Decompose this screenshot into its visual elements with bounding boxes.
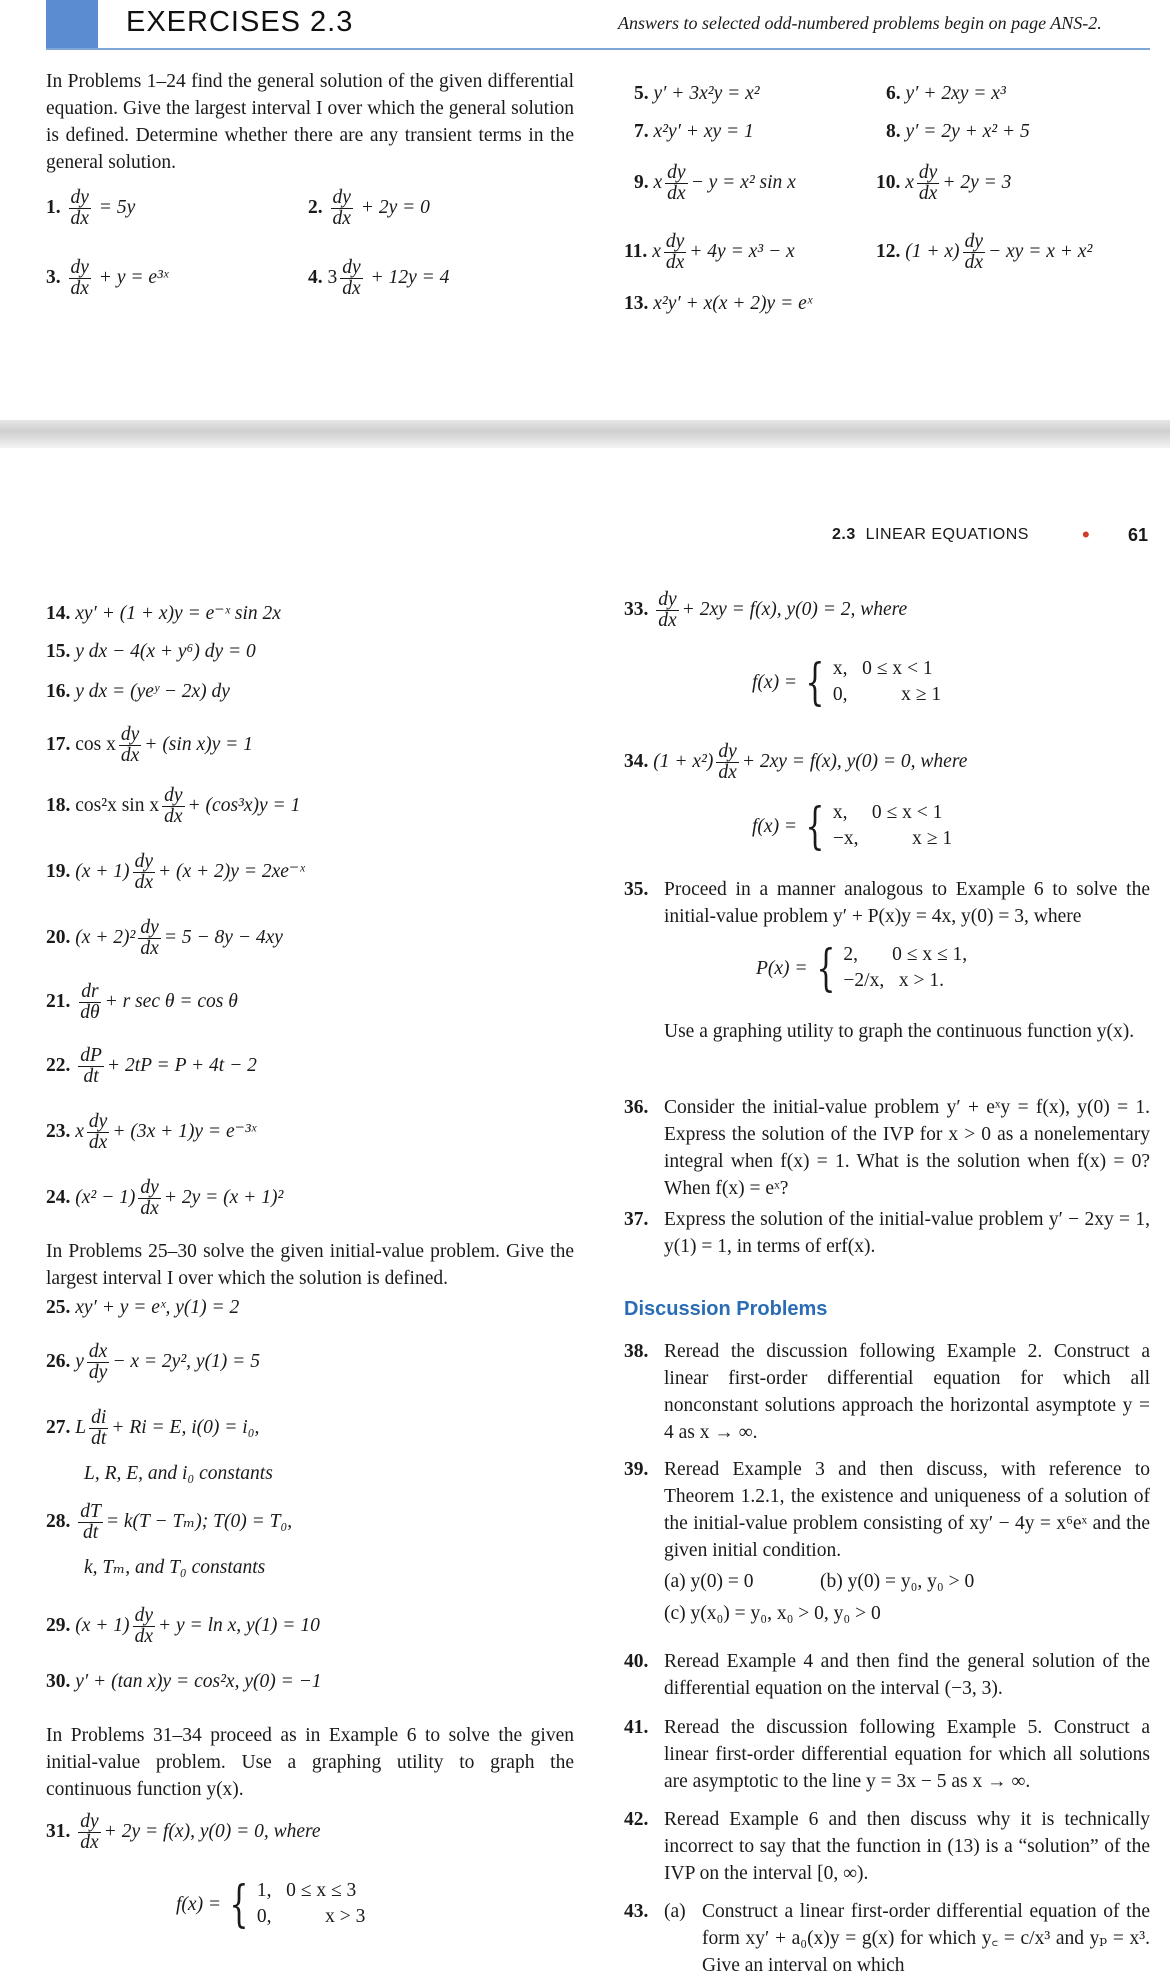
problem-31: 31. $\frac{dy}{dx}$ + 2y = f(x), y(0) = 0, where: [46, 1811, 321, 1853]
problem-7: 7. x²y′ + xy = 1: [634, 121, 754, 142]
problem-31-piecewise: f(x) = { 1, 0 ≤ x ≤ 3 0, x > 3: [176, 1875, 366, 1933]
problem-2: 2. $\frac{dy}{dx}$ + 2y = 0: [308, 187, 430, 229]
fraction: $\frac{dx}{dy}$: [88, 1341, 108, 1383]
problem-40-number: 40.: [624, 1651, 649, 1672]
problem-40-text: Reread Example 4 and then find the general solution of the differential equation on the interval (−3, 3).: [664, 1651, 1150, 1699]
intro-problems-25-30: In Problems 25–30 solve the given initial-value problem. Give the largest interval I over which the solution is defined.: [46, 1241, 574, 1289]
problem-13: 13. x²y′ + x(x + 2)y = eˣ: [624, 293, 813, 314]
problem-43-part-a: (a): [664, 1901, 686, 1922]
page-separator: [0, 420, 1170, 448]
fraction: $\frac{dy}{dx}$: [332, 187, 351, 229]
fraction: $\frac{dy}{dx}$: [918, 162, 938, 204]
problem-4: 4. 3 $\frac{dy}{dx}$ + 12y = 4: [308, 257, 450, 299]
problem-21: 21. $\frac{dr}{d\theta}$ + r sec θ = cos θ: [46, 981, 238, 1023]
problem-39c: (c) y(x₀) = y₀, x₀ > 0, y₀ > 0: [664, 1603, 881, 1624]
problem-39-text: Reread Example 3 and then discuss, with reference to Theorem 1.2.1, the existence and uniqueness of a solution of the initial-value problem consisting of xy′ − 4y = x⁶eˣ and the given initial condition.: [664, 1459, 1150, 1561]
problem-35-text-2: Use a graphing utility to graph the continuous function y(x).: [664, 1021, 1135, 1042]
problem-42-number: 42.: [624, 1809, 649, 1830]
problem-36-number: 36.: [624, 1097, 649, 1118]
problem-33-piecewise: f(x) = { x, 0 ≤ x < 1 0, x ≥ 1: [752, 653, 942, 711]
problem-15: 15. y dx − 4(x + y⁶) dy = 0: [46, 641, 256, 662]
discussion-problems-heading: Discussion Problems: [624, 1298, 828, 1320]
fraction: $\frac{dy}{dx}$: [80, 1811, 99, 1853]
problem-39b: (b) y(0) = y₀, y₀ > 0: [820, 1571, 975, 1592]
problem-12: 12. (1 + x) $\frac{dy}{dx}$ − xy = x + x²: [876, 231, 1093, 273]
problem-28: 28. $\frac{dT}{dt}$ = k(T − Tₘ); T(0) = T₀,: [46, 1501, 293, 1543]
problem-38-text: Reread the discussion following Example 2. Construct a linear first-order differential equation for which all nonconstant solutions approach the horizontal asymptote y = 4 as x → ∞.: [664, 1341, 1150, 1443]
problem-3: 3. $\frac{dy}{dx}$ + y = e³ˣ: [46, 257, 169, 299]
problem-22: 22. $\frac{dP}{dt}$ + 2tP = P + 4t − 2: [46, 1045, 257, 1087]
problem-28-constants: k, Tₘ, and T₀ constants: [84, 1557, 266, 1578]
fraction: $\frac{dP}{dt}$: [80, 1045, 102, 1087]
fraction: $\frac{dy}{dx}$: [70, 187, 89, 229]
problem-5: 5. y′ + 3x²y = x²: [634, 83, 760, 104]
page-number: 61: [1128, 525, 1149, 545]
problem-11: 11. x $\frac{dy}{dx}$ + 4y = x³ − x: [624, 231, 795, 273]
problem-35-text: Proceed in a manner analogous to Example 6 to solve the initial-value problem y′ + P(x)y = 4x, y(0) = 3, where: [664, 879, 1150, 927]
fraction: $\frac{dy}{dx}$: [140, 917, 159, 959]
problem-41-number: 41.: [624, 1717, 649, 1738]
fraction: $\frac{dy}{dx}$: [667, 162, 686, 204]
problem-34: 34. (1 + x²) $\frac{dy}{dx}$ + 2xy = f(x), y(0) = 0, where: [624, 741, 968, 783]
problem-6: 6. y′ + 2xy = x³: [886, 83, 1006, 104]
problem-39a: (a) y(0) = 0: [664, 1571, 754, 1592]
fraction: $\frac{dy}{dx}$: [964, 231, 983, 273]
fraction: $\frac{di}{dt}$: [91, 1407, 107, 1449]
problem-8: 8. y′ = 2y + x² + 5: [886, 121, 1030, 142]
problem-23: 23. x $\frac{dy}{dx}$ + (3x + 1)y = e⁻³ˣ: [46, 1111, 257, 1153]
problem-27-constants: L, R, E, and i₀ constants: [84, 1463, 273, 1484]
problem-41-text: Reread the discussion following Example 5. Construct a linear first-order differential equation for which all solutions are asymptotic to the line y = 3x − 5 as x → ∞.: [664, 1717, 1150, 1792]
problem-1: 1. $\frac{dy}{dx}$ = 5y: [46, 187, 136, 229]
fraction: $\frac{dT}{dt}$: [80, 1501, 101, 1543]
fraction: $\frac{dy}{dx}$: [134, 851, 153, 893]
fraction: $\frac{dy}{dx}$: [88, 1111, 108, 1153]
problem-27: 27. L $\frac{di}{dt}$ + Ri = E, i(0) = i₀,: [46, 1407, 260, 1449]
fraction: $\frac{dy}{dx}$: [164, 785, 183, 827]
problem-37-number: 37.: [624, 1209, 649, 1230]
fraction: $\frac{dy}{dx}$: [70, 257, 89, 299]
problem-36-text: Consider the initial-value problem y′ + eˣy = f(x), y(0) = 1. Express the solution of the IVP for x > 0 as a nonelementary integral when f(x) = 1. What is the solution when f(x) = 0? When f(x) = eˣ?: [664, 1097, 1150, 1199]
problem-30: 30. y′ + (tan x)y = cos²x, y(0) = −1: [46, 1671, 322, 1692]
header-bullet: •: [1082, 522, 1090, 547]
problem-17: 17. cos x $\frac{dy}{dx}$ + (sin x)y = 1: [46, 724, 253, 766]
problem-16: 16. y dx = (yeʸ − 2x) dy: [46, 681, 230, 702]
problem-25: 25. xy′ + y = eˣ, y(1) = 2: [46, 1297, 240, 1318]
fraction: $\frac{dy}{dx}$: [665, 231, 685, 273]
fraction: $\frac{dy}{dx}$: [140, 1177, 159, 1219]
problem-33: 33. $\frac{dy}{dx}$ + 2xy = f(x), y(0) = 2, where: [624, 589, 908, 631]
fraction: $\frac{dy}{dx}$: [342, 257, 361, 299]
header-blue-box: [46, 0, 98, 48]
problem-35-number: 35.: [624, 879, 649, 900]
fraction: $\frac{dr}{d\theta}$: [80, 981, 100, 1023]
problem-20: 20. (x + 2)² $\frac{dy}{dx}$ = 5 − 8y − 4xy: [46, 917, 283, 959]
header-rule: [46, 48, 1150, 50]
problem-26: 26. y $\frac{dx}{dy}$ − x = 2y², y(1) = 5: [46, 1341, 260, 1383]
problem-42-text: Reread Example 6 and then discuss why it is technically incorrect to say that the function in (13) is a “solution” of the IVP on the interval [0, ∞).: [664, 1809, 1150, 1884]
fraction: $\frac{dy}{dx}$: [134, 1605, 153, 1647]
answers-note: Answers to selected odd-numbered problems begin on page ANS-2.: [618, 13, 1102, 33]
problem-14: 14. xy′ + (1 + x)y = e⁻ˣ sin 2x: [46, 603, 281, 624]
fraction: $\frac{dy}{dx}$: [718, 741, 737, 783]
problem-18: 18. cos²x sin x $\frac{dy}{dx}$ + (cos³x)y = 1: [46, 785, 301, 827]
fraction: $\frac{dy}{dx}$: [120, 724, 140, 766]
problem-24: 24. (x² − 1) $\frac{dy}{dx}$ + 2y = (x + 1)²: [46, 1177, 284, 1219]
problem-29: 29. (x + 1) $\frac{dy}{dx}$ + y = ln x, y(1) = 10: [46, 1605, 320, 1647]
page-running-header: 2.3 LINEAR EQUATIONS: [832, 526, 1029, 543]
problem-9: 9. x $\frac{dy}{dx}$ − y = x² sin x: [634, 162, 796, 204]
problem-38-number: 38.: [624, 1341, 649, 1362]
intro-problems-31-34: In Problems 31–34 proceed as in Example 6 to solve the given initial-value problem. Use a graphing utility to graph the continuous function y(x).: [46, 1725, 574, 1800]
problem-35-piecewise: P(x) = { 2, 0 ≤ x ≤ 1, −2/x, x > 1.: [756, 939, 968, 997]
problem-19: 19. (x + 1) $\frac{dy}{dx}$ + (x + 2)y = 2xe⁻ˣ: [46, 851, 305, 893]
problem-10: 10. x $\frac{dy}{dx}$ + 2y = 3: [876, 162, 1012, 204]
problem-37-text: Express the solution of the initial-value problem y′ − 2xy = 1, y(1) = 1, in terms of erf(x).: [664, 1209, 1150, 1257]
problem-39-number: 39.: [624, 1459, 649, 1480]
exercises-title: EXERCISES 2.3: [126, 6, 354, 38]
intro-problems-1-24: In Problems 1–24 find the general solution of the given differential equation. Give the largest interval I over which the general solution is defined. Determine whether there are any transient terms in the general solution.: [46, 71, 574, 173]
problem-43-number: 43.: [624, 1901, 649, 1922]
fraction: $\frac{dy}{dx}$: [658, 589, 677, 631]
problem-43-text: Construct a linear first-order differential equation of the form xy′ + a₀(x)y = g(x) for which y꜀ = c/x³ and yₚ = x³. Give an interval on which: [702, 1901, 1150, 1976]
problem-34-piecewise: f(x) = { x, 0 ≤ x < 1 −x, x ≥ 1: [752, 797, 953, 855]
